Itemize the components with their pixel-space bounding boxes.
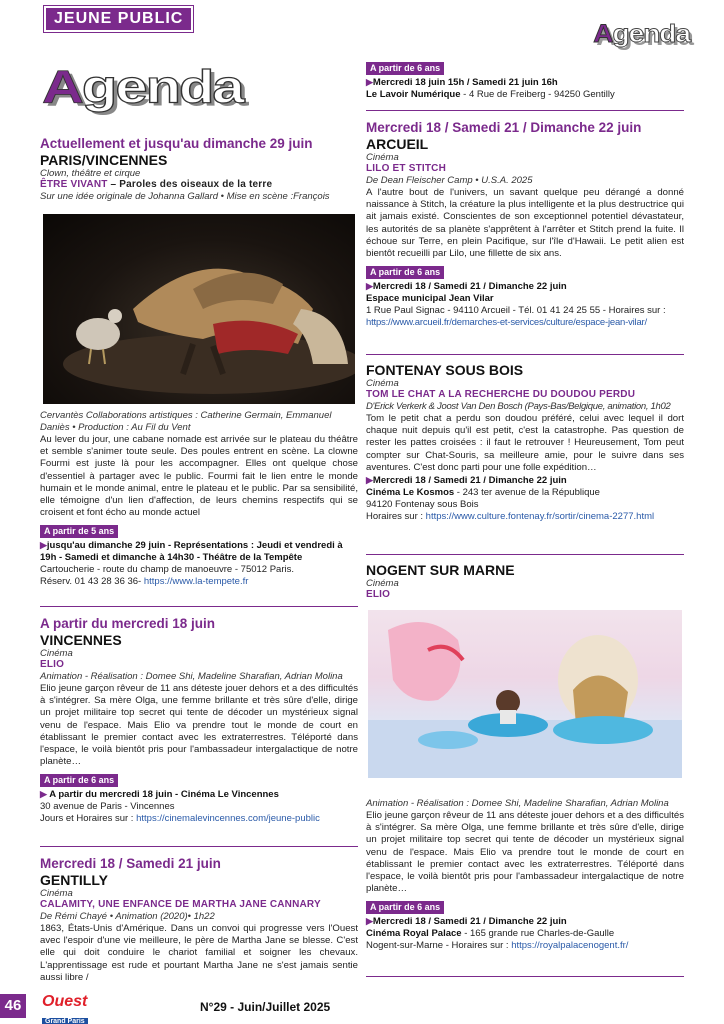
event-dates: ▶Mercredi 18 / Samedi 21 / Dimanche 22 juin <box>366 281 567 293</box>
event-description: Au lever du jour, une cabane nomade est arrivée sur le plateau du théâtre et semble s'animer toute seule. Des poules entrent en scène. La clowne Fourmi est juste là pour les accompagner. Elles ont quelque chose d'essentiel à partager avec le public. Fourmi fait le lien entre le monde humain et le monde animal, entre le plateau et le public. Par sa sensibilité, elle témoigne d'un lien d'affection, de leurs chemins respectifs qui se croisent et font écho au monde actuel <box>40 434 358 519</box>
event-calamity <box>40 856 358 984</box>
event-date-heading: Actuellement et jusqu'au dimanche 29 juin <box>40 136 313 151</box>
event-title: ELIO <box>40 659 65 670</box>
event-credit: Animation - Réalisation : Domee Shi, Madeline Sharafian, Adrian Molina <box>40 671 343 682</box>
venue-link[interactable]: https://www.arcueil.fr/demarches-et-services/culture/espace-jean-vilar/ <box>366 317 647 329</box>
event-place: NOGENT SUR MARNE <box>366 562 515 578</box>
event-title: ELIO <box>366 589 391 600</box>
event-address: Le Lavoir Numérique - 4 Rue de Freiberg - 94250 Gentilly <box>366 89 615 100</box>
event-venue: Espace municipal Jean Vilar <box>366 293 494 305</box>
event-lilo-stitch <box>366 120 684 329</box>
age-badge: A partir de 6 ans <box>40 774 118 787</box>
issue-label: N°29 - Juin/Juillet 2025 <box>200 1000 331 1014</box>
event-credit: Sur une idée originale de Johanna Gallard • Mise en scène :François <box>40 191 330 202</box>
event-place: VINCENNES <box>40 632 122 648</box>
event-title: CALAMITY, UNE ENFANCE DE MARTHA JANE CANNARY <box>40 899 321 910</box>
event-description: A l'autre bout de l'univers, un savant quelque peu dérangé a donné naissance à Stitch, la créature la plus intelligente et la plus destructrice qui ait jamais existé. Conscientes de son exceptionnel potentiel dévastateur, les autorités de sa planète s'apprêtent à l'arrêter et Stitch prend la fuite. Il échoue sur Terre, en plein Pacifique, sur l'île d'Hawaii. Le petit alien est bientôt recueilli par Lilo, une fillette de six ans. <box>366 187 684 260</box>
event-place: ARCUEIL <box>366 136 429 152</box>
event-genre: Cinéma <box>366 152 399 163</box>
event-elio-nogent-details <box>366 798 684 952</box>
event-title: LILO ET STITCH <box>366 163 447 174</box>
event-place: PARIS/VINCENNES <box>40 152 168 168</box>
event-booking: Réserv. 01 43 28 36 36- https://www.la-tempete.fr <box>40 576 249 588</box>
event-description: Elio jeune garçon rêveur de 11 ans déteste jouer dehors et a des difficultés à s'intégrer. Sa mère Olga, une femme brillante et très sûre d'elle, dirige un projet militaire top secret qui tente de décoder un mystérieux signal venu de l'espace. Mais Elio va prendre tout le monde de court en établissant le premier contact avec les extraterrestres. Téléporté dans l'espace, le voilà bientôt pris pour l'ambassadeur intergalactique de notre planète… <box>40 683 358 768</box>
event-calamity-venue <box>366 58 684 101</box>
event-description: 1863, États-Unis d'Amérique. Dans un convoi qui progresse vers l'Ouest avec l'espoir d'une vie meilleure, le père de Martha Jane se blesse. C'est elle qui doit conduire le chariot familial et soigner les chevaux. L'apprentissage est rude et pourtant Martha Jane ne s'est jamais sentie aussi libre / <box>40 923 358 983</box>
event-booking: Horaires sur : https://www.culture.fontenay.fr/sortir/cinema-2277.html <box>366 511 655 523</box>
event-address: 1 Rue Paul Signac - 94110 Arcueil - Tél. 01 41 24 25 55 - Horaires sur : <box>366 305 666 317</box>
event-credit: D'Erick Verkerk & Joost Van Den Bosch (Pays-Bas/Belgique, animation, 1h02 <box>366 401 671 412</box>
event-credit: Animation - Réalisation : Domee Shi, Madeline Sharafian, Adrian Molina <box>366 798 669 809</box>
age-badge: A partir de 6 ans <box>366 62 444 75</box>
venue-link[interactable]: https://cinemalevincennes.com/jeune-public <box>136 813 320 825</box>
event-elio-nogent <box>366 562 684 601</box>
event-tom-le-chat <box>366 362 684 523</box>
event-genre: Clown, théâtre et cirque <box>40 168 141 179</box>
event-dates: ▶Mercredi 18 / Samedi 21 / Dimanche 22 juin <box>366 916 567 928</box>
event-booking: Nogent-sur-Marne - Horaires sur : https://royalpalacenogent.fr/ <box>366 940 629 952</box>
agenda-small-title: Agenda <box>593 19 690 48</box>
event-dates: ▶ A partir du mercredi 18 juin - Cinéma Le Vincennes <box>40 789 279 801</box>
event-dates: ▶jusqu'au dimanche 29 juin - Représentations : Jeudi et vendredi à 19h - Samedi et dimanche à 14h30 - Théâtre de la Tempête <box>40 540 343 564</box>
divider <box>40 846 358 847</box>
venue-link[interactable]: https://www.la-tempete.fr <box>143 576 249 588</box>
event-address: Cartoucherie - route du champ de manoeuvre - 75012 Paris. <box>40 564 294 576</box>
event-description: Elio jeune garçon rêveur de 11 ans déteste jouer dehors et a des difficultés à s'intégrer. Sa mère Olga, une femme brillante et très sûre d'elle, dirige un projet militaire top secret qui tente de décoder un mystérieux signal venu de l'espace. Mais Elio va prendre tout le monde de court en établissant le premier contact avec les extraterrestres. Téléporté dans l'espace, le voilà bientôt pris pour l'ambassadeur intergalactique de notre planète… <box>366 810 684 895</box>
event-address: 30 avenue de Paris - Vincennes <box>40 801 175 813</box>
venue-link[interactable]: https://www.culture.fontenay.fr/sortir/cinema-2277.html <box>425 511 655 523</box>
event-venue: Cinéma Royal Palace - 165 grande rue Charles-de-Gaulle <box>366 928 615 940</box>
event-date-heading: Mercredi 18 / Samedi 21 juin <box>40 856 221 871</box>
divider <box>40 606 358 607</box>
divider <box>366 354 684 355</box>
age-badge: A partir de 6 ans <box>366 266 444 279</box>
event-description: Tom le petit chat a perdu son doudou préféré, celui avec lequel il dort chaque nuit depuis qu'il est petit, c'est la catastrophe. Pas question de rester les pattes croisées : il faut le retrouver ! Heureusement, Tom peut compter sur Chat-Souris, sa meilleure amie, pour le suivre dans ses aventures. C'est donc parti pour une folle expédition… <box>366 413 684 473</box>
age-badge: A partir de 6 ans <box>366 901 444 914</box>
divider <box>366 554 684 555</box>
event-booking: Jours et Horaires sur : https://cinemalevincennes.com/jeune-public <box>40 813 320 825</box>
event-date-heading: Mercredi 18 / Samedi 21 / Dimanche 22 juin <box>366 120 642 135</box>
event-title: ÊTRE VIVANT – Paroles des oiseaux de la terre <box>40 179 273 190</box>
event-etre-vivant <box>40 136 358 203</box>
event-credit: De Rémi Chayé • Animation (2020)• 1h22 <box>40 911 215 922</box>
page-number: 46 <box>0 994 26 1018</box>
event-place: GENTILLY <box>40 872 108 888</box>
event-address: 94120 Fontenay sous Bois <box>366 499 479 511</box>
theatre-photo <box>43 214 355 404</box>
event-dates: ▶Mercredi 18 juin 15h / Samedi 21 juin 16h <box>366 77 558 88</box>
agenda-big-title: Agenda <box>42 60 243 113</box>
divider <box>366 976 684 977</box>
event-credit: De Dean Fleischer Camp • U.S.A. 2025 <box>366 175 533 186</box>
divider <box>366 110 684 111</box>
elio-photo <box>368 610 682 778</box>
magazine-logo: Ouest Grand Paris <box>42 993 88 1024</box>
event-elio-vincennes <box>40 616 358 825</box>
event-booking <box>366 317 684 329</box>
event-etre-vivant-details <box>40 410 358 588</box>
event-dates: ▶Mercredi 18 / Samedi 21 / Dimanche 22 juin <box>366 475 567 487</box>
event-genre: Cinéma <box>366 378 399 389</box>
event-genre: Cinéma <box>40 888 73 899</box>
event-title: TOM LE CHAT A LA RECHERCHE DU DOUDOU PERDU <box>366 389 636 400</box>
event-venue: Cinéma Le Kosmos - 243 ter avenue de la République <box>366 487 600 499</box>
event-genre: Cinéma <box>366 578 399 589</box>
event-place: FONTENAY SOUS BOIS <box>366 362 524 378</box>
event-date-heading: A partir du mercredi 18 juin <box>40 616 216 631</box>
section-tag: JEUNE PUBLIC <box>44 6 193 32</box>
event-genre: Cinéma <box>40 648 73 659</box>
age-badge: A partir de 5 ans <box>40 525 118 538</box>
event-credit-2: Cervantès Collaborations artistiques : Catherine Germain, Emmanuel Daniès • Production : Au Fil du Vent <box>40 410 332 433</box>
venue-link[interactable]: https://royalpalacenogent.fr/ <box>511 940 629 952</box>
